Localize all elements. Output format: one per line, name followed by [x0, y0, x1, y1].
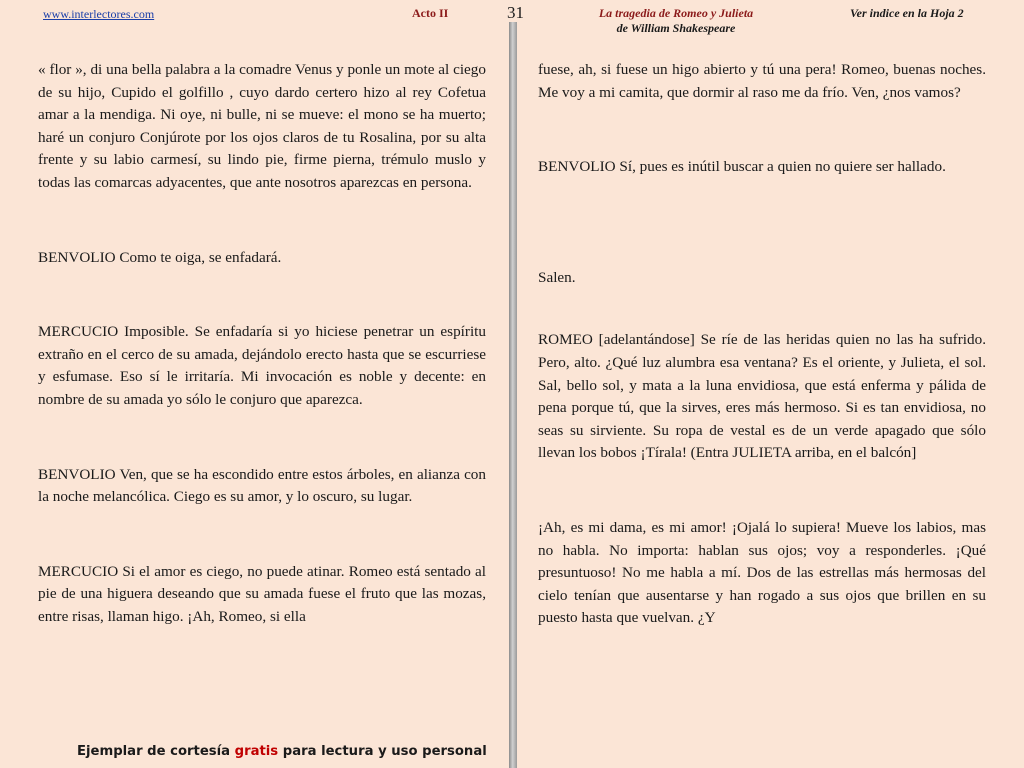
- book-author: de William Shakespeare: [616, 21, 736, 35]
- paragraph: fuese, ah, si fuese un higo abierto y tú una pera! Romeo, buenas noches. Me voy a mi camita, que dormir al raso me da frío. Ven, ¿nos vamos?: [538, 61, 986, 101]
- footer-accent-word: gratis: [234, 744, 279, 759]
- courtesy-footer: [77, 744, 487, 759]
- book-title-block: [582, 6, 770, 36]
- left-column: [38, 59, 486, 629]
- paragraph: « flor », di una bella palabra a la comadre Venus y ponle un mote al ciego de su hijo, Cupido el golfillo , cuyo dardo certero hizo al rey Cofetua amar a la mendiga. Ni oye, ni bulle, ni se mueve: el mono se ha muerto; haré un conjuro Conjúrote por los ojos claros de tu Rosalina, por su alta frente y su labio carmesí, su lindo pie, firme pierna, trémulo muslo y todas las comarcas adyacentes, que ante nosotros aparezcas en persona.: [38, 61, 486, 191]
- paragraph: BENVOLIO Ven, que se ha escondido entre estos árboles, en alianza con la noche melancólica. Ciego es su amor, y lo oscuro, su lugar.: [38, 465, 486, 506]
- act-label: Acto II: [412, 6, 449, 20]
- site-link[interactable]: www.interlectores.com: [43, 7, 155, 21]
- paragraph: BENVOLIO Como te oiga, se enfadará.: [38, 248, 282, 266]
- paragraph: MERCUCIO Si el amor es ciego, no puede atinar. Romeo está sentado al pie de una higuera deseando que su amada fuese el fruto que las mozas, entre risas, llaman higo. ¡Ah, Romeo, si ella: [38, 562, 486, 625]
- paragraph: ROMEO [adelantándose] Se ríe de las heridas quien no las ha sufrido. Pero, alto. ¿Qué luz alumbra esa ventana? Es el oriente, y Julieta, el sol. Sal, bello sol, y mata a la luna envidiosa, que está enferma y pálida de pena porque tú, que la sirves, eres más hermoso. Si es tan envidiosa, no seas su sirviente. Su ropa de vestal es de un verde apagado que sólo llevan los bobos ¡Tírala! (Entra JULIETA arriba, en el balcón]: [538, 331, 986, 462]
- paragraph: Salen.: [538, 268, 576, 286]
- footer-text-before: Ejemplar de cortesía: [77, 744, 235, 759]
- paragraph: MERCUCIO Imposible. Se enfadaría si yo hiciese penetrar un espíritu extraño en el cerco de su amada, dejándolo erecto hasta que se escurriese y esfumase. Eso sí le irritaría. Mi invocación es noble y decente: en nombre de su amada yo sólo le conjuro que aparezca.: [38, 323, 486, 408]
- right-column: [538, 59, 986, 630]
- book-spine-divider: [509, 22, 517, 768]
- index-link[interactable]: Ver indice en la Hoja 2: [850, 6, 964, 20]
- paragraph: ¡Ah, es mi dama, es mi amor! ¡Ojalá lo supiera! Mueve los labios, mas no habla. No importa: hablan sus ojos; voy a responderles. ¡Qué presuntuoso! No me habla a mí. Dos de las estrellas más hermosas del cielo tenían que ausentarse y han rogado a sus ojos que brillen en su puesto hasta que vuelvan. ¿Y: [538, 518, 986, 627]
- footer-text-after: para lectura y uso personal: [278, 744, 487, 759]
- paragraph: BENVOLIO Sí, pues es inútil buscar a quien no quiere ser hallado.: [538, 158, 946, 176]
- page-number: 31: [507, 3, 524, 22]
- book-title: La tragedia de Romeo y Julieta: [598, 6, 754, 20]
